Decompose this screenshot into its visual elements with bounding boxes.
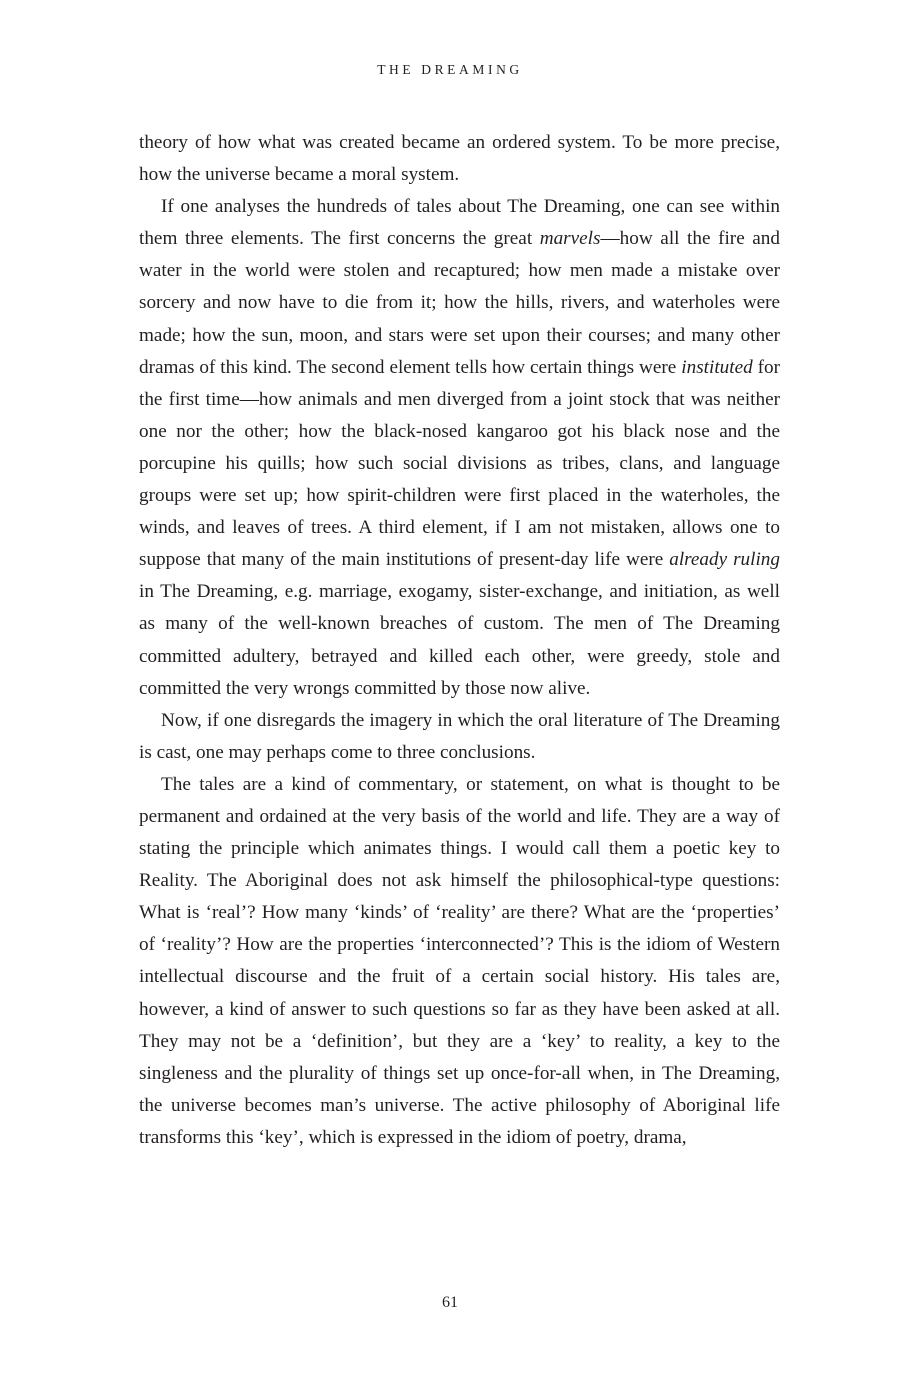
running-head: THE DREAMING xyxy=(377,62,523,77)
italic-text: marvels xyxy=(539,228,601,250)
page-number: 61 xyxy=(442,1294,458,1311)
paragraph xyxy=(139,127,780,191)
text-run: for the first time—how animals and men diverged from a joint stock that was neither one nor the other; how the black-nosed kangaroo got his black nose and the porcupine his quills; how such social divisions as tribes, clans, and language groups were set up; how spirit-children were first placed in the waterholes, the winds, and leaves of trees. A third element, if I am not mistaken, allows one to suppose that many of the main institutions of present-day life were xyxy=(139,356,781,571)
italic-text: already ruling xyxy=(669,549,780,571)
text-run: in The Dreaming, e.g. marriage, exogamy, sister-exchange, and initiation, as well as many of the well-known breaches of custom. The men of The Dreaming committed adultery, betrayed and killed each other, were greedy, stole and committed the very wrongs committed by those now alive. xyxy=(139,581,780,699)
text-run: If one analyses the hundreds of tales about The Dreaming, one can see within them three elements. The first concerns the great xyxy=(139,196,780,250)
paragraph xyxy=(139,191,780,705)
text-run: —how all the fire and water in the world were stolen and recaptured; how men made a mistake over sorcery and now have to die from it; how the hills, rivers, and waterholes were made; how the sun, moon, and stars were set upon their courses; and many other dramas of this kind. The second element tells how certain things were xyxy=(139,228,780,378)
text-run: theory of how what was created became an ordered system. To be more precise, how the universe became a moral system. xyxy=(139,132,780,186)
text-run: Now, if one disregards the imagery in which the oral literature of The Dreaming is cast, one may perhaps come to three conclusions. xyxy=(139,709,780,763)
paragraph xyxy=(139,705,780,769)
text-run: The tales are a kind of commentary, or statement, on what is thought to be permanent and ordained at the very basis of the world and life. They are a way of stating the principle which animates things. I would call them a poetic key to Reality. The Aboriginal does not ask himself the philosophical-type questions: What is ‘real’? How many ‘kinds’ of ‘reality’ are there? What are the ‘properties’ of ‘reality’? How are the properties ‘interconnected’? This is the idiom of Western intellectual discourse and the fruit of a certain social history. His tales are, however, a kind of answer to such questions so far as they have been asked at all. They may not be a ‘definition’, but they are a ‘key’ to reality, a key to the singleness and the plurality of things set up once-for-all when, in The Dreaming, the universe becomes man’s universe. The active philosophy of Aboriginal life transforms this ‘key’, which is expressed in the idiom of poetry, drama, xyxy=(139,773,780,1148)
italic-text: instituted xyxy=(681,356,753,378)
paragraph xyxy=(139,769,780,1154)
body-text xyxy=(139,127,780,1154)
